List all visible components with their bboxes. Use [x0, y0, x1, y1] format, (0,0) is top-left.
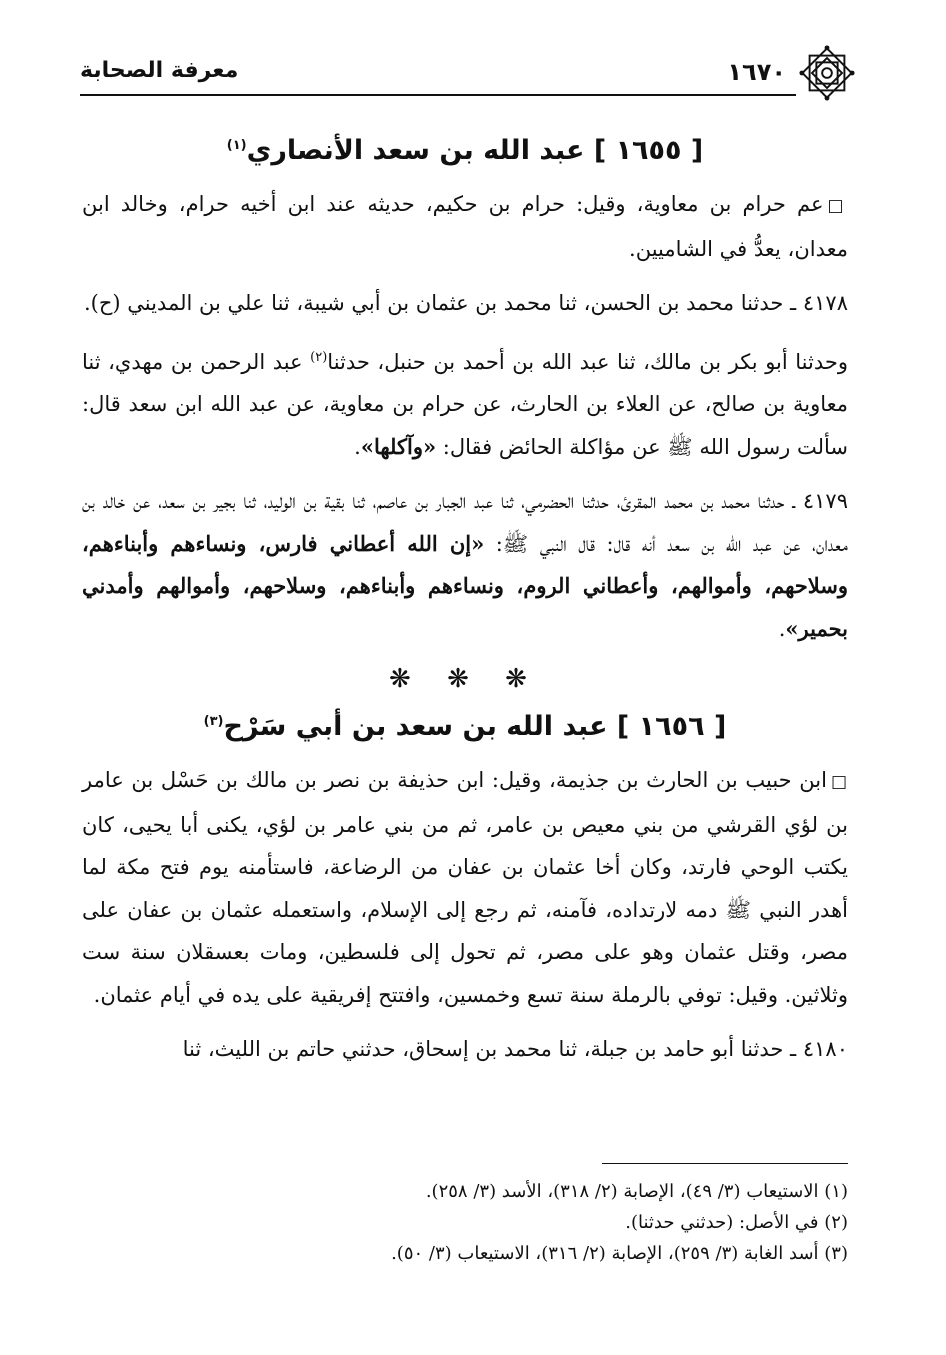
- section-separator: ❋ ❋ ❋: [389, 664, 541, 694]
- running-title: معرفة الصحابة: [80, 58, 239, 83]
- footnote-ref: (١): [226, 138, 247, 153]
- footnote-2: (٢) في الأصل: (حدثني حدثنا).: [625, 1212, 848, 1233]
- footnote-ref: (٣): [203, 714, 224, 729]
- entry-heading-1655: [82, 126, 848, 171]
- hadith-4178-paragraph: ٤١٧٨ ـ حدثنا محمد بن الحسن، ثنا محمد بن عثمان بن أبي شيبة، ثنا علي بن المديني (ح).: [83, 291, 848, 315]
- entry-intro-paragraph: [82, 183, 848, 270]
- footnotes: [300, 1176, 848, 1269]
- entry-intro-paragraph: [82, 759, 848, 1016]
- chain-text-a: وحدثنا أبو بكر بن مالك، ثنا عبد الله بن أحمد بن حنبل، حدثنا: [327, 349, 848, 374]
- hadith-4179-end: .: [778, 616, 786, 641]
- chain-text-b: عبد الرحمن بن مهدي، ثنا معاوية بن صالح، عن العلاء بن الحارث، عن حرام بن معاوية، عن عبد الله ابن سعد قال: سألت رسول الله ﷺ عن مؤاكلة الحائض فقال:: [82, 349, 848, 459]
- hadith-4179-chain: ٤١٧٩ ـ حدثنا محمد بن محمد المقرئ، حدثنا الحضرمي، ثنا عبد الجبار بن عاصم، ثنا بقية بن الوليد، ثنا بجير بن سعد، عن خالد بن معدان، عن عبد الله بن سعد أنه قال: قال النبي ﷺ:: [82, 489, 848, 556]
- footnote-ref: (٢): [310, 349, 328, 365]
- hadith-chain-paragraph: [82, 337, 848, 469]
- footnote-rule: [602, 1163, 848, 1164]
- white-square-icon: □: [827, 196, 848, 216]
- main-text: [82, 120, 848, 1083]
- prophet-saying: «إن الله أعطاني فارس، ونساءهم وأبناءهم، وسلاحهم، وأموالهم، وأعطاني الروم، ونساءهم وأبناءهم، وسلاحهم، وأموالهم وأمدني بحمير»: [82, 530, 848, 641]
- header-rule: [80, 94, 796, 96]
- hadith-4179-paragraph: [82, 480, 848, 650]
- entry-heading-text: [ ١٦٥٦ ] عبد الله بن سعد بن أبي سَرْح: [223, 711, 727, 742]
- chain-end: .: [354, 434, 361, 459]
- hadith-4180-paragraph: ٤١٨٠ ـ حدثنا أبو حامد بن جبلة، ثنا محمد بن إسحاق، حدثني حاتم بن الليث، ثنا: [182, 1037, 848, 1061]
- footnote-1: (١) الاستيعاب (٣/ ٤٩)، الإصابة (٢/ ٣١٨)، الأسد (٣/ ٢٥٨).: [425, 1181, 848, 1202]
- octagram-ornament-icon: [798, 44, 856, 102]
- white-square-icon: □: [830, 772, 849, 792]
- footnote-3: (٣) أسد الغابة (٣/ ٢٥٩)، الإصابة (٢/ ٣١٦)، الاستيعاب (٣/ ٥٠).: [391, 1243, 848, 1264]
- intro-text: ابن حبيب بن الحارث بن جذيمة، وقيل: ابن حذيفة بن نصر بن مالك بن حَسْل بن عامر بن لؤي القرشي من بني معيص بن عامر، ثم من بني عامر بن لؤي، يكنى أبا يحيى، كان يكتب الوحي فارتد، وكان أخا عثمان بن عفان من الرضاعة، فاستأمنه يوم فتح مكة لما أهدر النبي ﷺ دمه لارتداده، فآمنه، ثم رجع إلى الإسلام، واستعمله عثمان بن عفان على مصر، وقتل عثمان وهو على مصر، ثم تحول إلى فلسطين، ومات بعسقلان سنة ست وثلاثين. وقيل: توفي بالرملة سنة تسع وخمسين، وافتتح إفريقية على يده في أيام عثمان.: [82, 768, 848, 1007]
- entry-heading-text: [ ١٦٥٥ ] عبد الله بن سعد الأنصاري: [246, 135, 704, 166]
- page-header: [80, 52, 852, 96]
- page-number: ١٦٧٠: [727, 58, 786, 86]
- entry-heading-1656: [82, 702, 848, 747]
- prophet-saying: «وآكلها»: [360, 433, 437, 459]
- intro-text: عم حرام بن معاوية، وقيل: حرام بن حكيم، حديثه عند ابن أخيه حرام، وخالد ابن معدان، يعدُّ في الشاميين.: [82, 192, 848, 261]
